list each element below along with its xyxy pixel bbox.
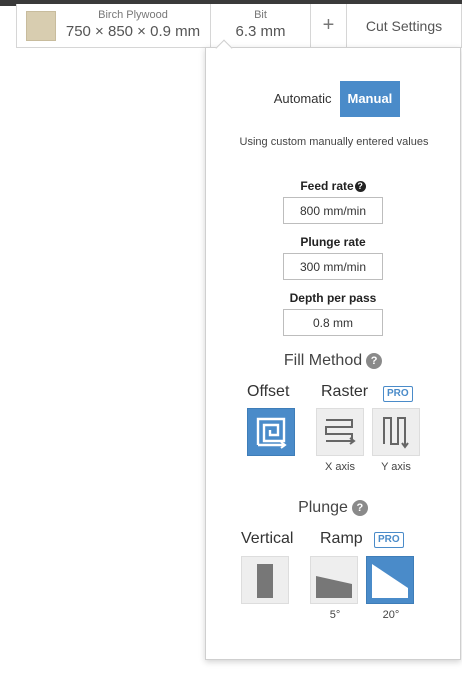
- offset-label: Offset: [247, 383, 290, 400]
- material-swatch: [26, 11, 56, 41]
- ramp-5-caption: 5°: [329, 609, 341, 621]
- plunge-rate-input[interactable]: [283, 253, 383, 280]
- plunge-ramp-5-option[interactable]: [310, 556, 358, 604]
- help-icon[interactable]: ?: [352, 500, 368, 516]
- feed-rate-label: Feed rate ?: [206, 179, 460, 193]
- feed-rate-input[interactable]: [283, 197, 383, 224]
- plunge-title: Plunge ?: [206, 499, 460, 517]
- fill-raster-x-option[interactable]: [316, 408, 364, 456]
- material-name: Birch Plywood: [98, 9, 168, 21]
- material-dimensions: 750 × 850 × 0.9 mm: [65, 23, 201, 40]
- add-button[interactable]: +: [311, 4, 347, 47]
- material-selector[interactable]: [17, 4, 211, 47]
- y-axis-caption: Y axis: [381, 461, 411, 473]
- bit-value: 6.3 mm: [235, 23, 286, 40]
- ramp-20-caption: 20°: [382, 609, 400, 621]
- toolbar: [16, 4, 462, 48]
- help-icon[interactable]: ?: [366, 353, 382, 369]
- vertical-plunge-icon: [248, 560, 282, 600]
- raster-pro-badge: PRO: [383, 386, 413, 402]
- depth-per-pass-input[interactable]: [283, 309, 383, 336]
- mode-toggle: [206, 81, 460, 117]
- bit-label: Bit: [254, 9, 267, 21]
- ramp-label: Ramp: [320, 530, 363, 547]
- raster-x-icon: [323, 415, 357, 449]
- ramp-20-icon: [370, 560, 410, 600]
- cut-settings-button[interactable]: Cut Settings: [365, 17, 443, 34]
- plunge-rate-label: Plunge rate: [300, 235, 366, 249]
- cut-settings-panel: [205, 47, 461, 660]
- raster-label: Raster: [321, 383, 369, 400]
- depth-per-pass-label: Depth per pass: [289, 291, 377, 305]
- vertical-label: Vertical: [241, 530, 294, 547]
- mode-description: Using custom manually entered values: [239, 136, 429, 148]
- ramp-5-icon: [314, 560, 354, 600]
- mode-automatic-button[interactable]: Automatic: [273, 91, 332, 106]
- mode-manual-button[interactable]: Manual: [340, 81, 401, 117]
- plunge-vertical-option[interactable]: [241, 556, 289, 604]
- fill-offset-option[interactable]: [247, 408, 295, 456]
- spiral-icon: [254, 415, 288, 449]
- raster-y-icon: [379, 415, 413, 449]
- ramp-pro-badge: PRO: [374, 532, 404, 548]
- fill-method-title: Fill Method ?: [206, 352, 460, 370]
- fill-raster-y-option[interactable]: [372, 408, 420, 456]
- x-axis-caption: X axis: [325, 461, 355, 473]
- help-icon[interactable]: ?: [355, 181, 366, 192]
- plunge-ramp-20-option[interactable]: [366, 556, 414, 604]
